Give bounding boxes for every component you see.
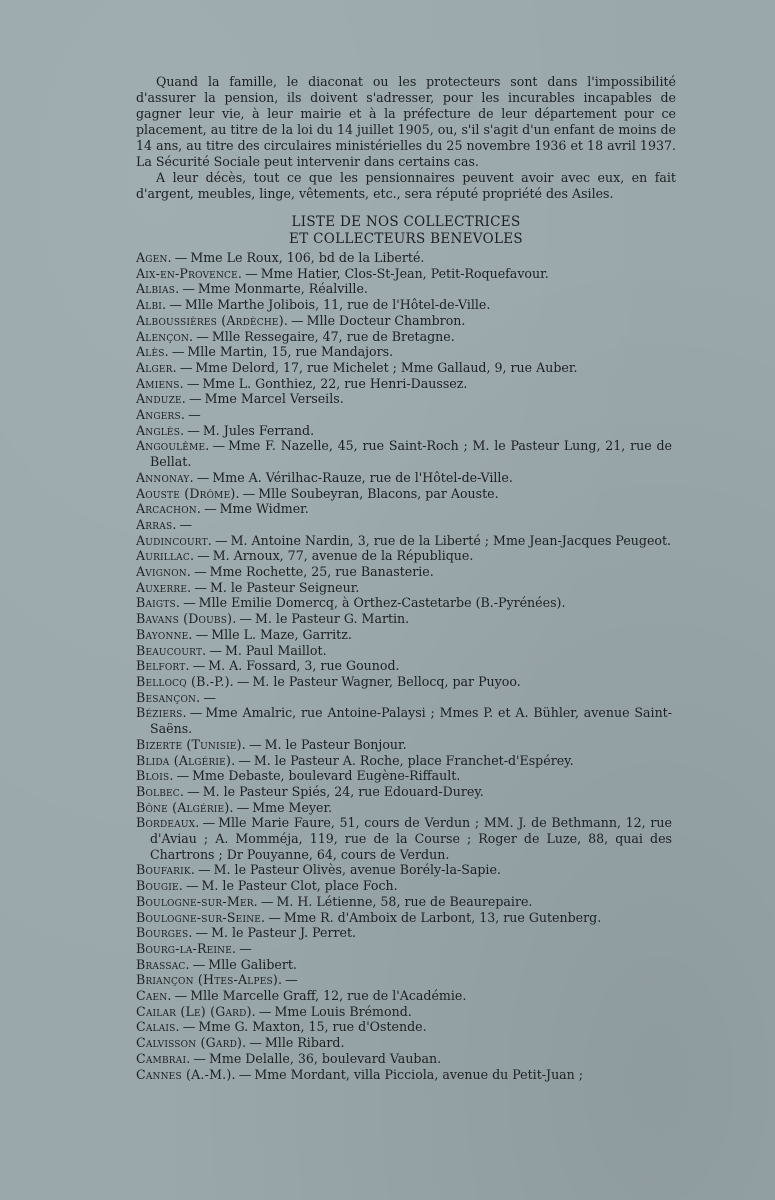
list-item-separator: — bbox=[248, 736, 262, 752]
list-item bbox=[136, 517, 672, 533]
list-item-place: Bellocq (B.-P.). bbox=[136, 673, 234, 689]
list-item-place: Anduze. bbox=[136, 391, 186, 407]
list-item-place: Béziers. bbox=[136, 705, 187, 721]
list-item bbox=[136, 329, 672, 345]
list-item-place: Auxerre. bbox=[136, 579, 192, 595]
list-item bbox=[136, 941, 672, 957]
list-heading-line-1: LISTE DE NOS COLLECTRICES bbox=[291, 214, 521, 230]
list-item-separator: — bbox=[189, 391, 202, 407]
list-item-place: Bône (Algérie). bbox=[136, 799, 234, 815]
list-item-collector: Mme Meyer. bbox=[252, 799, 333, 815]
list-item bbox=[136, 595, 672, 611]
list-item-collector: Mme Le Roux, 106, bd de la Liberté. bbox=[190, 250, 425, 265]
intro-paragraph-2: A leur décès, tout ce que les pensionnaires peuvent avoir avec eux, en fait d'argent, meubles, linge, vêtements, etc., sera réputé propriété des Asiles. bbox=[136, 170, 676, 201]
list-item-separator: — bbox=[187, 422, 200, 438]
list-item bbox=[136, 910, 672, 926]
list-item-separator: — bbox=[204, 501, 217, 517]
list-item-collector: Mme Louis Brémond. bbox=[274, 1003, 412, 1019]
list-item-place: Albi. bbox=[136, 297, 167, 313]
list-item-place: Agen. bbox=[136, 250, 172, 265]
list-item bbox=[136, 878, 672, 894]
list-item-place: Alboussières (Ardèche). bbox=[136, 312, 289, 328]
list-item-place: Baigts. bbox=[136, 595, 181, 611]
list-item-separator: — bbox=[182, 281, 195, 297]
list-item-separator: — bbox=[291, 312, 304, 328]
collector-list bbox=[136, 250, 672, 1082]
list-item-place: Calais. bbox=[136, 1019, 180, 1035]
list-item bbox=[136, 957, 672, 973]
list-item-separator: — bbox=[197, 548, 210, 564]
list-item-separator: — bbox=[169, 297, 182, 313]
list-item-separator: — bbox=[174, 250, 188, 265]
list-item-collector: Mme L. Gonthiez, 22, rue Henri-Daussez. bbox=[202, 375, 468, 391]
list-item-separator: — bbox=[215, 532, 228, 548]
list-item-collector: Mme F. Nazelle, 45, rue Saint-Roch ; M. le Pasteur Lung, 21, rue de Bellat. bbox=[150, 438, 672, 470]
list-item-separator: — bbox=[249, 1035, 262, 1051]
list-item-separator: — bbox=[188, 407, 201, 423]
list-item-place: Belfort. bbox=[136, 658, 190, 674]
list-heading-line-2: ET COLLECTEURS BENEVOLES bbox=[289, 231, 523, 247]
list-item-separator: — bbox=[195, 626, 209, 642]
list-item-collector: Mme R. d'Amboix de Larbont, 13, rue Gutenberg. bbox=[283, 909, 602, 925]
list-item-collector: M. le Pasteur Bonjour. bbox=[264, 736, 407, 752]
list-item bbox=[136, 894, 672, 910]
list-item-collector: Mlle Emilie Domercq, à Orthez-Castetarbe (B.-Pyrénées). bbox=[198, 595, 566, 611]
list-item-separator: — bbox=[182, 1019, 196, 1035]
list-item-collector: Mlle Ribard. bbox=[264, 1035, 345, 1051]
list-item-separator: — bbox=[174, 988, 188, 1004]
list-item-place: Boulogne-sur-Seine. bbox=[136, 909, 266, 925]
list-item-place: Bourg-la-Reine. bbox=[136, 940, 237, 956]
list-item-place: Arcachon. bbox=[136, 501, 202, 517]
list-item bbox=[136, 611, 672, 627]
list-item-collector: M. le Pasteur G. Martin. bbox=[255, 611, 410, 627]
list-item bbox=[136, 313, 672, 329]
list-item-place: Boulogne-sur-Mer. bbox=[136, 893, 258, 909]
list-item-separator: — bbox=[236, 673, 250, 689]
list-item-place: Angers. bbox=[136, 407, 186, 423]
list-item-separator: — bbox=[268, 909, 281, 925]
list-item-place: Arras. bbox=[136, 516, 177, 532]
list-item-collector: Mme Mordant, villa Picciola, avenue du Petit-Juan ; bbox=[254, 1066, 584, 1082]
list-item-place: Aix-en-Provence. bbox=[136, 265, 243, 281]
list-item bbox=[136, 360, 672, 376]
list-item-collector: Mme Monmarte, Réalville. bbox=[197, 281, 368, 297]
list-item-place: Cambrai. bbox=[136, 1050, 191, 1066]
list-item-collector: Mme Amalric, rue Antoine-Palaysi ; Mmes P. et A. Bühler, avenue Saint-Saëns. bbox=[150, 705, 672, 737]
list-item-place: Briançon (Htes-Alpes). bbox=[136, 972, 283, 988]
list-item-place: Angoulême. bbox=[136, 438, 210, 454]
list-item-collector: M. A. Fossard, 3, rue Gounod. bbox=[208, 658, 400, 674]
list-item bbox=[136, 705, 672, 736]
list-item bbox=[136, 972, 672, 988]
list-item bbox=[136, 438, 672, 469]
list-item bbox=[136, 737, 672, 753]
intro-paragraph-1: Quand la famille, le diaconat ou les protecteurs sont dans l'impossibilité d'assurer la pension, ils doivent s'adresser, pour les incurables incapables de gagner leur vie, à leur mairie et à la préfecture de leur département pour ce placement, au titre de la loi du 14 juillet 1905, ou, s'il s'agit d'un enfant de moins de 14 ans, au titre des circulaires ministérielles du 25 novembre 1936 et 18 avril 1937. La Sécurité Sociale peut intervenir dans certains cas. bbox=[136, 74, 676, 169]
list-item-separator: — bbox=[258, 1003, 272, 1019]
list-item bbox=[136, 281, 672, 297]
list-item bbox=[136, 690, 672, 706]
list-item-separator: — bbox=[209, 642, 222, 658]
list-item bbox=[136, 988, 672, 1004]
list-item-separator: — bbox=[239, 611, 253, 627]
list-item-place: Albias. bbox=[136, 281, 180, 297]
list-item-collector: M. Arnoux, 77, avenue de la République. bbox=[212, 548, 474, 564]
list-item bbox=[136, 250, 672, 266]
list-item-place: Audincourt. bbox=[136, 532, 212, 548]
list-item bbox=[136, 753, 672, 769]
list-item bbox=[136, 674, 672, 690]
list-item-collector: M. le Pasteur Seigneur. bbox=[209, 579, 360, 595]
list-item bbox=[136, 1004, 672, 1020]
list-item bbox=[136, 768, 672, 784]
list-item-collector: M. le Pasteur Wagner, Bellocq, par Puyoo. bbox=[252, 673, 521, 689]
list-item-place: Aurillac. bbox=[136, 548, 195, 564]
list-item-collector: Mlle Ressegaire, 47, rue de Bretagne. bbox=[211, 328, 455, 344]
list-item-place: Bavans (Doubs). bbox=[136, 611, 237, 627]
list-item-separator: — bbox=[187, 783, 200, 799]
list-item-place: Alger. bbox=[136, 359, 177, 375]
list-item-separator: — bbox=[194, 579, 207, 595]
list-item-collector: Mme Rochette, 25, rue Banasterie. bbox=[209, 564, 434, 580]
list-item-separator: — bbox=[245, 265, 258, 281]
list-item-collector: Mlle Marthe Jolibois, 11, rue de l'Hôtel-de-Ville. bbox=[184, 297, 491, 313]
list-item-separator: — bbox=[196, 328, 209, 344]
list-item-place: Blois. bbox=[136, 768, 174, 784]
list-item-collector: M. H. Létienne, 58, rue de Beaurepaire. bbox=[276, 893, 533, 909]
list-item-place: Bolbec. bbox=[136, 783, 185, 799]
list-item bbox=[136, 1051, 672, 1067]
list-item-collector: M. le Pasteur A. Roche, place Franchet-d'Espérey. bbox=[253, 752, 574, 768]
list-item-place: Calvisson (Gard). bbox=[136, 1035, 247, 1051]
list-item-place: Bordeaux. bbox=[136, 815, 200, 831]
list-item bbox=[136, 815, 672, 862]
list-item-place: Annonay. bbox=[136, 469, 194, 485]
list-item-collector: Mme Marcel Verseils. bbox=[204, 391, 344, 407]
list-item-separator: — bbox=[260, 893, 274, 909]
list-item-separator: — bbox=[192, 956, 206, 972]
list-item-collector: Mme Debaste, boulevard Eugène-Riffault. bbox=[192, 768, 461, 784]
list-item-separator: — bbox=[236, 799, 250, 815]
list-item-place: Amiens. bbox=[136, 375, 184, 391]
list-item bbox=[136, 580, 672, 596]
list-item-place: Brassac. bbox=[136, 956, 190, 972]
list-item-place: Bayonne. bbox=[136, 626, 193, 642]
list-item-separator: — bbox=[192, 658, 206, 674]
list-item-place: Bizerte (Tunisie). bbox=[136, 736, 246, 752]
list-item-separator: — bbox=[238, 1066, 252, 1082]
list-item-separator: — bbox=[242, 485, 256, 501]
list-item-separator: — bbox=[203, 689, 216, 705]
list-item-place: Bourges. bbox=[136, 925, 193, 941]
list-item-separator: — bbox=[196, 469, 210, 485]
list-item-place: Caen. bbox=[136, 988, 172, 1004]
list-item-collector: Mlle Marie Faure, 51, cours de Verdun ; MM. J. de Bethmann, 12, rue d'Aviau ; A. Momméja, 119, rue de la Course ; Roger de Luze, 88, quai des Chartrons ; Dr Pouyanne, 64, cours de Verdun. bbox=[150, 815, 672, 862]
list-item-place: Bougie. bbox=[136, 878, 183, 894]
list-item bbox=[136, 627, 672, 643]
list-item bbox=[136, 266, 672, 282]
list-item-separator: — bbox=[183, 595, 196, 611]
list-item bbox=[136, 643, 672, 659]
list-item-separator: — bbox=[239, 940, 252, 956]
list-item bbox=[136, 501, 672, 517]
list-item bbox=[136, 486, 672, 502]
list-item-place: Alençon. bbox=[136, 328, 194, 344]
list-item-collector: M. le Pasteur Clot, place Foch. bbox=[201, 878, 398, 894]
list-item bbox=[136, 533, 672, 549]
list-item-separator: — bbox=[198, 862, 211, 878]
list-item bbox=[136, 376, 672, 392]
list-item-place: Alès. bbox=[136, 344, 169, 360]
list-item-separator: — bbox=[202, 815, 216, 831]
list-item bbox=[136, 1067, 672, 1083]
list-item bbox=[136, 925, 672, 941]
list-item-collector: M. le Pasteur J. Perret. bbox=[211, 925, 357, 941]
list-item bbox=[136, 800, 672, 816]
list-item-collector: M. Jules Ferrand. bbox=[202, 422, 315, 438]
list-item-collector: Mlle Marcelle Graff, 12, rue de l'Académie. bbox=[190, 988, 467, 1004]
list-item bbox=[136, 1019, 672, 1035]
list-item-place: Aouste (Drôme). bbox=[136, 485, 240, 501]
list-item-collector: Mlle Soubeyran, Blacons, par Aouste. bbox=[258, 485, 499, 501]
list-item-separator: — bbox=[212, 438, 226, 454]
list-item-collector: M. le Pasteur Spiés, 24, rue Edouard-Durey. bbox=[202, 783, 484, 799]
list-item-separator: — bbox=[189, 705, 203, 721]
list-item bbox=[136, 423, 672, 439]
list-item bbox=[136, 1035, 672, 1051]
list-item-collector: Mme Delalle, 36, boulevard Vauban. bbox=[209, 1050, 442, 1066]
list-item-place: Blida (Algérie). bbox=[136, 752, 236, 768]
list-item bbox=[136, 344, 672, 360]
list-item-collector: Mlle Docteur Chambron. bbox=[306, 312, 466, 328]
list-item bbox=[136, 297, 672, 313]
list-item-collector: M. Paul Maillot. bbox=[224, 642, 327, 658]
list-item-separator: — bbox=[186, 375, 200, 391]
list-item-collector: Mme Delord, 17, rue Michelet ; Mme Gallaud, 9, rue Auber. bbox=[195, 359, 578, 375]
list-item-collector: Mme Hatier, Clos-St-Jean, Petit-Roquefavour. bbox=[260, 265, 549, 281]
list-item-place: Beaucourt. bbox=[136, 642, 207, 658]
list-item bbox=[136, 784, 672, 800]
list-item-collector: M. le Pasteur Olivès, avenue Borély-la-Sapie. bbox=[213, 862, 501, 878]
list-item-separator: — bbox=[176, 768, 190, 784]
list-item-collector: Mme A. Vérilhac-Rauze, rue de l'Hôtel-de-Ville. bbox=[212, 469, 513, 485]
intro-text bbox=[136, 74, 676, 202]
list-item-separator: — bbox=[193, 1050, 206, 1066]
list-item bbox=[136, 548, 672, 564]
list-item-separator: — bbox=[195, 925, 209, 941]
list-heading bbox=[136, 214, 676, 248]
list-item-place: Cannes (A.-M.). bbox=[136, 1066, 236, 1082]
list-item-place: Avignon. bbox=[136, 564, 192, 580]
list-item-separator: — bbox=[185, 878, 199, 894]
list-item bbox=[136, 862, 672, 878]
list-item bbox=[136, 391, 672, 407]
list-item-place: Boufarik. bbox=[136, 862, 196, 878]
list-item-collector: Mme Widmer. bbox=[219, 501, 309, 517]
list-item-place: Besançon. bbox=[136, 689, 201, 705]
list-item-separator: — bbox=[171, 344, 185, 360]
list-item-collector: Mlle Galibert. bbox=[208, 956, 297, 972]
list-item-place: Anglès. bbox=[136, 422, 185, 438]
list-item-separator: — bbox=[285, 972, 298, 988]
list-item-collector: Mme G. Maxton, 15, rue d'Ostende. bbox=[198, 1019, 427, 1035]
list-item bbox=[136, 658, 672, 674]
list-item bbox=[136, 470, 672, 486]
list-item-collector: Mlle Martin, 15, rue Mandajors. bbox=[187, 344, 394, 360]
list-item-separator: — bbox=[194, 564, 207, 580]
list-item-collector: M. Antoine Nardin, 3, rue de la Liberté ; Mme Jean-Jacques Peugeot. bbox=[230, 532, 672, 548]
list-item bbox=[136, 407, 672, 423]
list-item bbox=[136, 564, 672, 580]
list-item-separator: — bbox=[238, 752, 251, 768]
list-item-place: Cailar (Le) (Gard). bbox=[136, 1003, 256, 1019]
list-item-separator: — bbox=[179, 359, 193, 375]
list-item-collector: Mlle L. Maze, Garritz. bbox=[211, 626, 352, 642]
list-item-separator: — bbox=[179, 516, 193, 532]
